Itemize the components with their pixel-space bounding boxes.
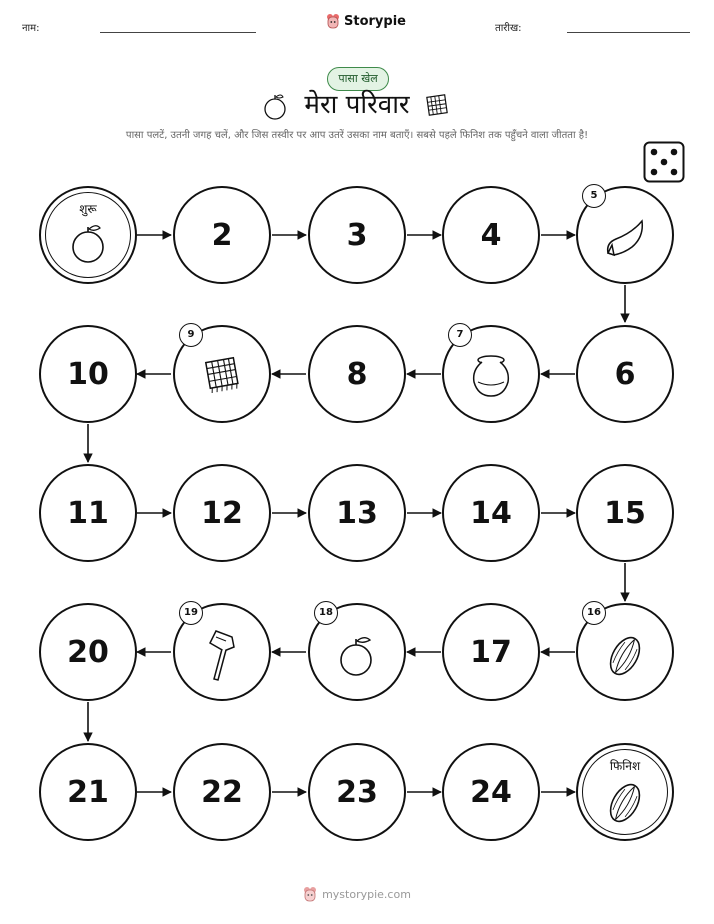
fruit-icon xyxy=(337,633,377,677)
start-cell[interactable] xyxy=(39,186,137,284)
board-cell[interactable] xyxy=(308,743,406,841)
board-cell[interactable] xyxy=(39,743,137,841)
cell-number: 4 xyxy=(480,217,502,253)
axe-icon xyxy=(202,627,242,683)
horn-icon xyxy=(602,219,648,259)
cell-number: 10 xyxy=(67,356,109,392)
board-cell[interactable] xyxy=(39,325,137,423)
game-tag: पासा खेल xyxy=(327,67,389,91)
board-cell[interactable] xyxy=(442,603,540,701)
brand-logo-icon xyxy=(303,886,317,902)
cell-number: 12 xyxy=(201,495,243,531)
board-cell[interactable] xyxy=(308,186,406,284)
picture-cell[interactable] xyxy=(576,186,674,284)
cell-number: 22 xyxy=(201,774,243,810)
cell-number: 23 xyxy=(336,774,378,810)
board-cell[interactable] xyxy=(308,325,406,423)
cell-number-badge: 7 xyxy=(448,323,472,347)
board-cell[interactable] xyxy=(308,464,406,562)
footer-site[interactable]: mystorypie.com xyxy=(322,887,411,901)
board-cell[interactable] xyxy=(442,743,540,841)
board-cell[interactable] xyxy=(173,464,271,562)
cell-number: 21 xyxy=(67,774,109,810)
cell-number: 15 xyxy=(604,495,646,531)
cell-number-badge: 19 xyxy=(179,601,203,625)
finish-cell[interactable] xyxy=(576,743,674,841)
cell-number: 11 xyxy=(67,495,109,531)
date-label: तारीख: xyxy=(495,23,522,34)
start-label: शुरू xyxy=(79,202,97,216)
cell-number-badge: 5 xyxy=(582,184,606,208)
cell-number: 8 xyxy=(346,356,368,392)
fruit-icon xyxy=(68,222,108,264)
cell-number: 24 xyxy=(470,774,512,810)
footer xyxy=(0,886,714,902)
picture-cell[interactable] xyxy=(173,603,271,701)
picture-cell[interactable] xyxy=(308,603,406,701)
pot-icon xyxy=(468,352,514,400)
board-cell[interactable] xyxy=(442,464,540,562)
seed-icon xyxy=(605,630,645,682)
board-cell[interactable] xyxy=(39,464,137,562)
board-cell[interactable] xyxy=(576,464,674,562)
picture-cell[interactable] xyxy=(576,603,674,701)
cell-number-badge: 9 xyxy=(179,323,203,347)
cell-number: 14 xyxy=(470,495,512,531)
cell-number-badge: 16 xyxy=(582,601,606,625)
board-cell[interactable] xyxy=(576,325,674,423)
cell-number: 13 xyxy=(336,495,378,531)
board-cell[interactable] xyxy=(39,603,137,701)
cell-number: 17 xyxy=(470,634,512,670)
board-cell[interactable] xyxy=(173,186,271,284)
seed-icon xyxy=(605,777,645,829)
cell-number: 20 xyxy=(67,634,109,670)
mat-icon xyxy=(200,352,244,396)
finish-label: फिनिश xyxy=(609,759,641,773)
cell-number: 3 xyxy=(346,217,368,253)
board-cell[interactable] xyxy=(173,743,271,841)
brand-name: Storypie xyxy=(344,13,406,29)
board-cell[interactable] xyxy=(442,186,540,284)
cell-number: 2 xyxy=(211,217,233,253)
instructions: पासा पलटें, उतनी जगह चलें, और जिस तस्वीर पर आप उतरें उसका नाम बताएँ। सबसे पहले फिनिश तक पहुँचने वाला जीतता है! xyxy=(125,130,589,141)
picture-cell[interactable] xyxy=(173,325,271,423)
name-label: नाम: xyxy=(22,23,40,34)
picture-cell[interactable] xyxy=(442,325,540,423)
cell-number-badge: 18 xyxy=(314,601,338,625)
page-title: मेरा परिवार xyxy=(304,90,410,120)
cell-number: 6 xyxy=(614,356,636,392)
